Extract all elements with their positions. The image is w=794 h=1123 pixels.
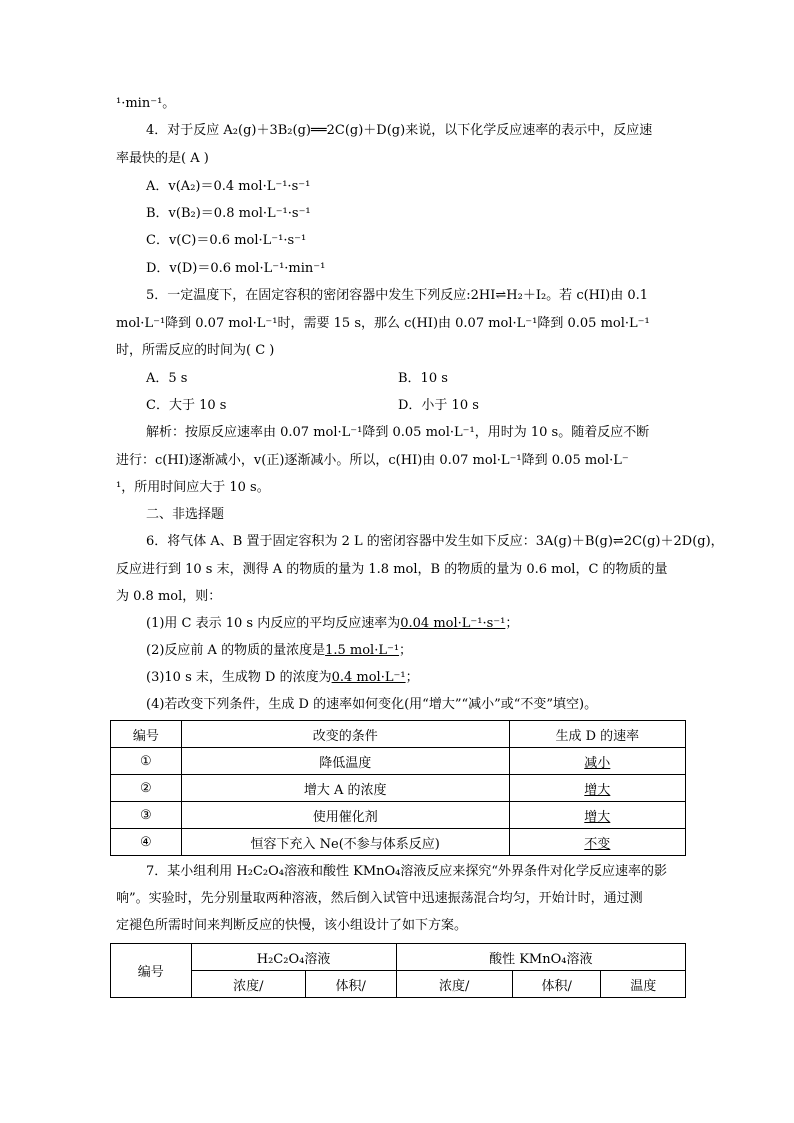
analysis: 解析：按原反应速率由 0.07 mol·L⁻¹降到 0.05 mol·L⁻¹，用时为 10 s。随着反应不断 — [146, 425, 650, 440]
answer-text: 增大 — [584, 782, 611, 798]
option-b: B．10 s — [398, 371, 448, 386]
table-header: 编号 — [111, 944, 192, 998]
analysis-cont: 进行：c(HI)逐渐减小，v(正)逐渐减小。所以，c(HI)由 0.07 mol·L⁻¹降到 0.05 mol·L⁻ — [116, 453, 629, 468]
answer-text: 1.5 mol·L⁻¹ — [325, 643, 400, 658]
question-6-stem-cont: 反应进行到 10 s 末，测得 A 的物质的量为 1.8 mol，B 的物质的量为 0.6 mol，C 的物质的量 — [116, 562, 668, 577]
table-row — [111, 829, 686, 856]
sub-question-1 — [146, 614, 518, 634]
table-header: 酸性 KMnO₄溶液 — [396, 944, 685, 971]
table-header: 浓度/ — [396, 971, 512, 998]
table-header: 改变的条件 — [181, 721, 509, 748]
table-header: 浓度/ — [191, 971, 305, 998]
table-header-row — [111, 944, 686, 971]
table-cell: ① — [111, 748, 182, 775]
punctuation: ； — [405, 670, 419, 685]
table-cell: 恒容下充入 Ne(不参与体系反应) — [181, 829, 509, 856]
table-row — [111, 775, 686, 802]
table-cell: ③ — [111, 802, 182, 829]
table-cell: 增大 A 的浓度 — [181, 775, 509, 802]
answer-text: 减小 — [584, 755, 611, 771]
text-line: ¹·min⁻¹。 — [116, 96, 176, 111]
table-header-row — [111, 721, 686, 748]
question-5-stem-cont: mol·L⁻¹降到 0.07 mol·L⁻¹时，需要 15 s，那么 c(HI)由 0.07 mol·L⁻¹降到 0.05 mol·L⁻¹ — [116, 316, 650, 331]
question-5-stem-cont: 时，所需反应的时间为( C ) — [116, 343, 275, 358]
table-cell — [509, 748, 685, 775]
punctuation: ； — [399, 643, 413, 658]
table-header: 编号 — [111, 721, 182, 748]
table-cell: 使用催化剂 — [181, 802, 509, 829]
option-a: A．5 s — [146, 371, 188, 386]
answer-text: 不变 — [584, 836, 611, 852]
sub-question-3 — [146, 668, 419, 688]
answer-text: 0.4 mol·L⁻¹ — [331, 670, 406, 685]
question-6-stem-cont: 为 0.8 mol，则： — [116, 589, 222, 604]
table-cell: 降低温度 — [181, 748, 509, 775]
sub-question-4: (4)若改变下列条件，生成 D 的速率如何变化(用“增大”“减小”或“不变”填空)。 — [146, 697, 598, 712]
question-4-stem-cont: 率最快的是( A ) — [116, 151, 209, 166]
experiment-table — [110, 943, 686, 998]
answer-text: 增大 — [584, 809, 611, 825]
question-6-stem: 6．将气体 A、B 置于固定容积为 2 L 的密闭容器中发生如下反应：3A(g)＋B(g)⇌2C(g)＋2D(g)， — [146, 534, 724, 549]
option-b: B．v(B₂)＝0.8 mol·L⁻¹·s⁻¹ — [146, 206, 311, 221]
table-header: 生成 D 的速率 — [509, 721, 685, 748]
question-7-stem-cont: 定褪色所需时间来判断反应的快慢，该小组设计了如下方案。 — [116, 918, 468, 933]
table-cell — [509, 802, 685, 829]
table-cell: ② — [111, 775, 182, 802]
table-header: H₂C₂O₄溶液 — [191, 944, 396, 971]
table-cell — [509, 829, 685, 856]
prompt-text: (2)反应前 A 的物质的量浓度是 — [146, 643, 326, 658]
prompt-text: (3)10 s 末，生成物 D 的浓度为 — [146, 670, 332, 685]
option-a: A．v(A₂)＝0.4 mol·L⁻¹·s⁻¹ — [146, 179, 311, 194]
table-header: 温度 — [601, 971, 686, 998]
prompt-text: (1)用 C 表示 10 s 内反应的平均反应速率为 — [146, 616, 401, 631]
option-d: D．小于 10 s — [398, 398, 479, 413]
question-4-stem: 4．对于反应 A₂(g)＋3B₂(g)══2C(g)＋D(g)来说，以下化学反应速率的表示中，反应速 — [146, 123, 653, 138]
table-header: 体积/ — [305, 971, 396, 998]
analysis-cont: ¹，所用时间应大于 10 s。 — [116, 480, 270, 495]
table-header: 体积/ — [512, 971, 601, 998]
option-c: C．大于 10 s — [146, 398, 227, 413]
conditions-table — [110, 720, 686, 856]
section-heading: 二、非选择题 — [146, 507, 225, 522]
table-row — [111, 748, 686, 775]
question-5-stem: 5．一定温度下，在固定容积的密闭容器中发生下列反应:2HI⇌H₂＋I₂。若 c(HI)由 0.1 — [146, 288, 649, 303]
table-subheader-row — [111, 971, 686, 998]
sub-question-2 — [146, 641, 412, 661]
punctuation: ； — [505, 616, 519, 631]
table-cell: ④ — [111, 829, 182, 856]
option-c: C．v(C)＝0.6 mol·L⁻¹·s⁻¹ — [146, 233, 307, 248]
option-d: D．v(D)＝0.6 mol·L⁻¹·min⁻¹ — [146, 261, 326, 276]
question-7-stem: 7．某小组利用 H₂C₂O₄溶液和酸性 KMnO₄溶液反应来探究“外界条件对化学反应速率的影 — [146, 864, 668, 879]
answer-text: 0.04 mol·L⁻¹·s⁻¹ — [400, 616, 506, 631]
table-row — [111, 802, 686, 829]
table-cell — [509, 775, 685, 802]
question-7-stem-cont: 响”。实验时，先分别量取两种溶液，然后倒入试管中迅速振荡混合均匀，开始计时，通过测 — [116, 891, 643, 906]
